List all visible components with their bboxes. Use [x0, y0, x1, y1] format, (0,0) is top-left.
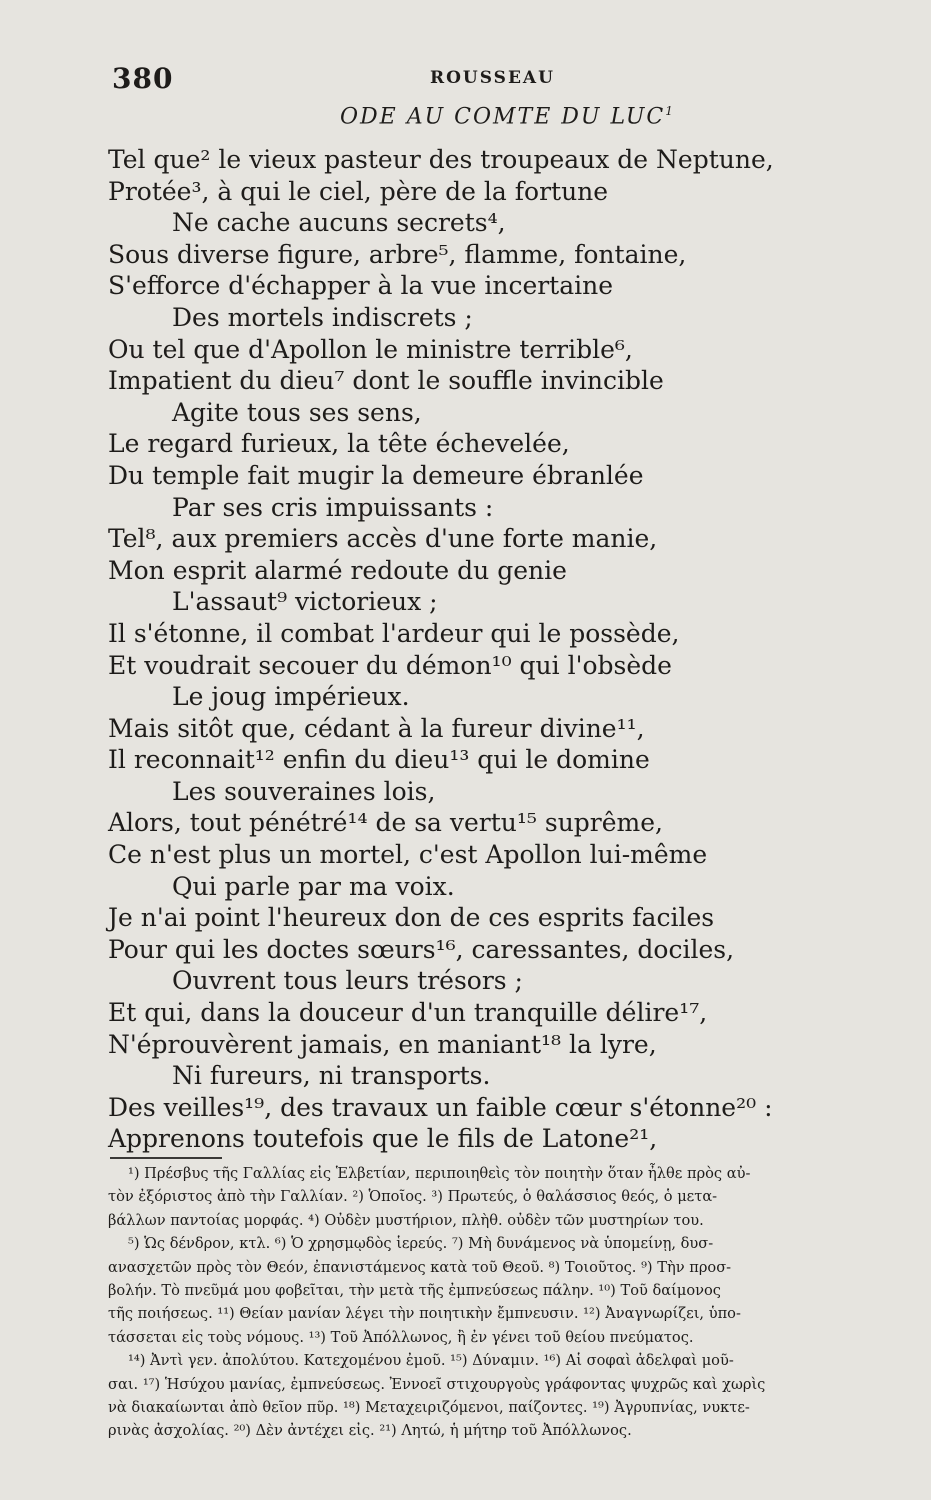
poem-line: Tel que² le vieux pasteur des troupeaux de Neptune, — [108, 145, 774, 174]
poem-line: Qui parle par ma voix. — [172, 871, 455, 901]
footnote-line: τάσσεται εἰς τοὺς νόμους. ¹³) Τοῦ Ἀπόλλωνος, ἢ ἐν γένει τοῦ θείου πνεύματος. — [108, 1328, 694, 1346]
poem-line: Du temple fait mugir la demeure ébranlée — [108, 460, 644, 490]
poem-line: Le regard furieux, la tête échevelée, — [108, 429, 570, 459]
footnote-divider — [110, 1157, 222, 1159]
poem-line: S'efforce d'échapper à la vue incertaine — [108, 271, 614, 301]
poem-line: Alors, tout pénétré¹⁴ de sa vertu¹⁵ suprême, — [108, 808, 664, 838]
poem-line: Par ses cris impuissants : — [172, 492, 494, 522]
poem-line: Et voudrait secouer du démon¹⁰ qui l'obsède — [108, 650, 672, 680]
poem-line: Des mortels indiscrets ; — [172, 302, 473, 332]
poem-line: Ou tel que d'Apollon le ministre terrible⁶, — [108, 334, 633, 364]
footnote-line: σαι. ¹⁷) Ἡσύχου μανίας, ἐμπνεύσεως. Ἐννοεῖ στιχουργοὺς γράφοντας ψυχρῶς καὶ χωρὶς — [108, 1375, 766, 1393]
page-header — [112, 62, 812, 102]
poem-line: Les souveraines lois, — [172, 776, 436, 806]
footnote-line: ρινὰς ἀσχολίας. ²⁰) Δὲν ἀντέχει εἰς. ²¹) Λητώ, ἡ μήτηρ τοῦ Ἀπόλλωνος. — [108, 1422, 632, 1440]
poem-line: Pour qui les doctes sœurs¹⁶, caressantes, dociles, — [108, 934, 735, 964]
poem-line: Protée³, à qui le ciel, père de la fortune — [108, 176, 609, 206]
poem-line: Le joug impérieux. — [172, 682, 410, 712]
poem-line: N'éprouvèrent jamais, en maniant¹⁸ la lyre, — [108, 1029, 657, 1059]
poem-line: Il s'étonne, il combat l'ardeur qui le possède, — [108, 618, 680, 648]
footnote-line: ¹⁴) Ἀντὶ γεν. ἀπολύτου. Κατεχομένου ἐμοῦ. ¹⁵) Δύναμιν. ¹⁶) Αἱ σοφαὶ ἀδελφαὶ μοῦ- — [128, 1352, 734, 1370]
footnote-line: τὸν ἐξόριστος ἀπὸ τὴν Γαλλίαν. ²) Ὁποῖος. ³) Πρωτεύς, ὁ θαλάσσιος θεός, ὁ μετα- — [108, 1188, 718, 1206]
poem-line: Tel⁸, aux premiers accès d'une forte manie, — [108, 524, 658, 554]
poem-line: Il reconnait¹² enfin du dieu¹³ qui le domine — [108, 745, 650, 775]
poem-line: Je n'ai point l'heureux don de ces esprits faciles — [108, 903, 715, 933]
footnote-line: βολήν. Τὸ πνεῦμά μου φοβεῖται, τὴν μετὰ τῆς ἐμπνεύσεως πάλην. ¹⁰) Τοῦ δαίμονος — [108, 1281, 721, 1299]
poem-line: L'assaut⁹ victorieux ; — [172, 587, 438, 617]
poem-line: Ni fureurs, ni transports. — [172, 1061, 491, 1091]
poem-line: Mon esprit alarmé redoute du genie — [108, 555, 567, 585]
poem-line: Impatient du dieu⁷ dont le souffle invincible — [108, 366, 664, 396]
poem-line: Ne cache aucuns secrets⁴, — [172, 208, 506, 238]
footnote-line: βάλλων παντοίας μορφάς. ⁴) Οὐδὲν μυστήριον, πλὴθ. οὐδὲν τῶν μυστηρίων του. — [108, 1211, 704, 1229]
footnote-line: τῆς ποιήσεως. ¹¹) Θείαν μανίαν λέγει τὴν ποιητικὴν ἔμπνευσιν. ¹²) Ἀναγνωρίζει, ὑπο- — [108, 1305, 741, 1323]
running-head: ROUSSEAU — [430, 68, 555, 88]
poem-line: Apprenons toutefois que le fils de Latone²¹, — [108, 1124, 658, 1154]
footnote-line: νὰ διακαίωνται ἀπὸ θεῖον πῦρ. ¹⁸) Μεταχειριζόμενοι, παίζοντες. ¹⁹) Ἀγρυπνίας, νυκτε- — [108, 1398, 750, 1416]
poem-line: Ce n'est plus un mortel, c'est Apollon lui-même — [108, 840, 708, 870]
poem-line: Et qui, dans la douceur d'un tranquille délire¹⁷, — [108, 998, 708, 1028]
poem-title — [340, 104, 675, 129]
footnotes — [108, 1162, 818, 1443]
poem-line: Des veilles¹⁹, des travaux un faible cœur s'étonne²⁰ : — [108, 1092, 773, 1122]
poem-line: Mais sitôt que, cédant à la fureur divine¹¹, — [108, 713, 645, 743]
poem-title-note: 1 — [665, 104, 675, 118]
footnote-line: ⁵) Ὡς δένδρον, κτλ. ⁶) Ὁ χρησμῳδὸς ἱερεύς. ⁷) Μὴ δυνάμενος νὰ ὑπομείνῃ, δυσ- — [128, 1235, 714, 1253]
poem-line: Agite tous ses sens, — [172, 397, 422, 427]
poem-line: Ouvrent tous leurs trésors ; — [172, 966, 523, 996]
footnote-line: ανασχετῶν πρὸς τὸν Θεόν, ἐπανιστάμενος κατὰ τοῦ Θεοῦ. ⁸) Τοιοῦτος. ⁹) Τὴν προσ- — [108, 1258, 732, 1276]
poem-line: Sous diverse figure, arbre⁵, flamme, fontaine, — [108, 239, 687, 269]
poem-body — [108, 144, 774, 1155]
footnote-line: ¹) Πρέσβυς τῆς Γαλλίας εἰς Ἑλβετίαν, περιποιηθεὶς τὸν ποιητὴν ὅταν ἦλθε πρὸς αὐ- — [128, 1165, 751, 1182]
page-number: 380 — [112, 62, 174, 95]
poem-title-text: ODE AU COMTE DU LUC — [340, 104, 666, 130]
